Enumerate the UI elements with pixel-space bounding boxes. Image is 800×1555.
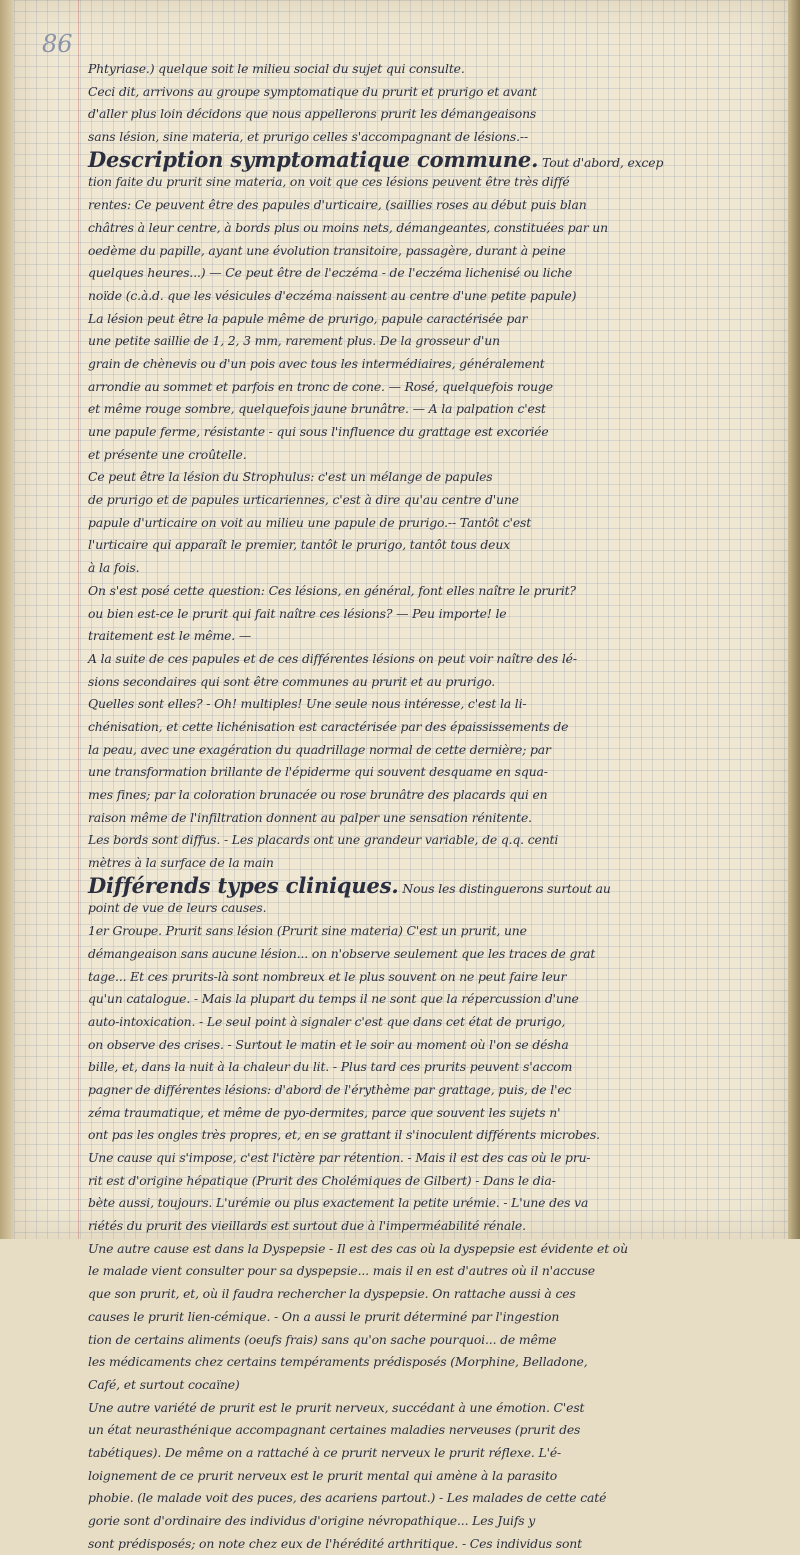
text-line: gorie sont d'ordinaire des individus d'origine névropathique... Les Juifs y — [88, 1513, 536, 1528]
section-heading-line — [88, 872, 784, 898]
text-line: traitement est le même. — — [88, 628, 252, 644]
text-line: arrondie au sommet et parfois en tronc de cone. — Rosé, quelquefois rouge — [88, 378, 553, 394]
text-line: auto-intoxication. - Le seul point à signaler c'est que dans cet état de prurigo, — [88, 1013, 566, 1029]
text-line: que son prurit, et, où il faudra rechercher la dyspepsie. On rattache aussi à ces — [88, 1286, 576, 1302]
text-line: tage... Et ces prurits-là sont nombreux et le plus souvent on ne peut faire leur — [88, 968, 567, 984]
text-line-rest: Tout d'abord, excep — [538, 154, 664, 170]
text-line: d'aller plus loin décidons que nous appellerons prurit les démangeaisons — [88, 106, 537, 122]
binding-spine — [788, 0, 800, 1239]
text-line: loignement de ce prurit nerveux est le prurit mental qui amène à la parasito — [88, 1467, 558, 1483]
text-line: une transformation brillante de l'épiderme qui souvent desquame en squa- — [88, 764, 548, 780]
text-line: phobie. (le malade voit des puces, des acariens partout.) - Les malades de cette caté — [88, 1490, 607, 1506]
text-line: noïde (c.à.d. que les vésicules d'eczéma naissent au centre d'une petite papule) — [88, 287, 577, 303]
section-heading-line — [88, 146, 784, 172]
text-line: tabétiques). De même on a rattaché à ce prurit nerveux le prurit réflexe. L'é- — [88, 1444, 562, 1460]
margin-line — [78, 0, 79, 1239]
text-line: causes le prurit lien-cémique. - On a aussi le prurit déterminé par l'ingestion — [88, 1308, 560, 1324]
notebook-page — [14, 0, 790, 1551]
text-line: Café, et surtout cocaïne) — [88, 1376, 240, 1392]
text-line: Ce peut être la lésion du Strophulus: c'est un mélange de papules — [88, 469, 493, 485]
text-line: riétés du prurit des vieillards est surtout due à l'imperméabilité rénale. — [88, 1218, 526, 1234]
text-line: Quelles sont elles? - Oh! multiples! Une seule nous intéresse, c'est la li- — [88, 696, 527, 712]
page-left-edge — [0, 0, 14, 1239]
text-line: A la suite de ces papules et de ces différentes lésions on peut voir naître des lé- — [88, 650, 577, 666]
text-line: un état neurasthénique accompagnant certaines maladies nerveuses (prurit des — [88, 1422, 581, 1438]
text-line: Phtyriase.) quelque soit le milieu social du sujet qui consulte. — [88, 61, 465, 76]
text-line: Une cause qui s'impose, c'est l'ictère par rétention. - Mais il est des cas où le pru- — [88, 1150, 591, 1165]
text-line: mètres à la surface de la main — [88, 855, 274, 871]
text-line: quelques heures...) — Ce peut être de l'eczéma - de l'eczéma lichenisé ou liche — [88, 265, 573, 281]
text-line: ou bien est-ce le prurit qui fait naître ces lésions? — Peu importe! le — [88, 605, 507, 621]
text-line: Une autre variété de prurit est le prurit nerveux, succédant à une émotion. C'est — [88, 1399, 585, 1415]
text-line: l'urticaire qui apparaît le premier, tantôt le prurigo, tantôt tous deux — [88, 537, 511, 553]
text-line: Une autre cause est dans la Dyspepsie - Il est des cas où la dyspepsie est évidente et où — [88, 1240, 628, 1256]
text-line: zéma traumatique, et même de pyo-dermites, parce que souvent les sujets n' — [88, 1104, 561, 1120]
text-line: rentes: Ce peuvent être des papules d'urticaire, (saillies roses au début puis blan — [88, 197, 587, 213]
page-number: 86 — [42, 30, 73, 58]
text-line: sions secondaires qui sont être communes au prurit et au prurigo. — [88, 673, 496, 689]
text-line: ont pas les ongles très propres, et, en se grattant il s'inoculent différents microbes. — [88, 1127, 600, 1143]
text-line: tion faite du prurit sine materia, on voit que ces lésions peuvent être très diffé — [88, 174, 570, 190]
text-line: pagner de différentes lésions: d'abord de l'érythème par grattage, puis, de l'ec — [88, 1081, 572, 1097]
text-line-rest: Nous les distinguerons surtout au — [398, 880, 611, 896]
text-line: on observe des crises. - Surtout le matin et le soir au moment où l'on se désha — [88, 1036, 569, 1052]
text-line: 1er Groupe. Prurit sans lésion (Prurit sine materia) C'est un prurit, une — [88, 923, 527, 939]
text-line: bète aussi, toujours. L'urémie ou plus exactement la petite urémie. - L'une des va — [88, 1195, 589, 1211]
text-line: raison même de l'infiltration donnent au palper une sensation rénitente. — [88, 809, 532, 825]
text-line: une petite saillie de 1, 2, 3 mm, rarement plus. De la grosseur d'un — [88, 333, 500, 349]
section-heading: Description symptomatique commune. — [88, 146, 539, 172]
text-line: grain de chènevis ou d'un pois avec tous les intermédiaires, généralement — [88, 355, 545, 371]
text-line: point de vue de leurs causes. — [88, 900, 267, 916]
text-line: les médicaments chez certains tempéraments prédisposés (Morphine, Belladone, — [88, 1354, 588, 1370]
text-line: rit est d'origine hépatique (Prurit des Cholémiques de Gilbert) - Dans le dia- — [88, 1172, 556, 1188]
text-line: le malade vient consulter pour sa dyspepsie... mais il en est d'autres où il n'accuse — [88, 1263, 595, 1279]
section-heading: Différends types cliniques. — [88, 872, 399, 898]
text-line: Les bords sont diffus. - Les placards ont une grandeur variable, de q.q. centi — [88, 832, 559, 848]
text-line: et présente une croûtelle. — [88, 446, 247, 462]
text-line: sont prédisposés; on note chez eux de l'hérédité arthritique. - Ces individus sont — [88, 1535, 582, 1551]
text-line: une papule ferme, résistante - qui sous l'influence du grattage est excoriée — [88, 424, 549, 439]
text-line: qu'un catalogue. - Mais la plupart du temps il ne sont que la répercussion d'une — [88, 991, 579, 1007]
text-line: Ceci dit, arrivons au groupe symptomatique du prurit et prurigo et avant — [88, 83, 537, 99]
text-line: chénisation, et cette lichénisation est caractérisée par des épaississements de — [88, 718, 569, 734]
text-line: et même rouge sombre, quelquefois jaune brunâtre. — A la palpation c'est — [88, 401, 546, 417]
text-line: démangeaison sans aucune lésion... on n'observe seulement que les traces de grat — [88, 945, 596, 961]
text-line: sans lésion, sine materia, et prurigo celles s'accompagnant de lésions.-- — [88, 129, 528, 145]
text-line: La lésion peut être la papule même de prurigo, papule caractérisée par — [88, 310, 528, 326]
text-line: de prurigo et de papules urticariennes, c'est à dire qu'au centre d'une — [88, 492, 519, 508]
text-line: tion de certains aliments (oeufs frais) sans qu'on sache pourquoi... de même — [88, 1331, 557, 1347]
text-line: la peau, avec une exagération du quadrillage normal de cette dernière; par — [88, 741, 551, 757]
text-line: bille, et, dans la nuit à la chaleur du lit. - Plus tard ces prurits peuvent s'accom — [88, 1059, 573, 1075]
text-line: châtres à leur centre, à bords plus ou moins nets, démangeantes, constituées par un — [88, 219, 608, 235]
text-line: On s'est posé cette question: Ces lésions, en général, font elles naître le prurit? — [88, 582, 576, 598]
text-line: mes fines; par la coloration brunacée ou rose brunâtre des placards qui en — [88, 787, 548, 802]
text-line: papule d'urticaire on voit au milieu une papule de prurigo.-- Tantôt c'est — [88, 514, 532, 530]
text-line: à la fois. — [88, 560, 140, 576]
handwritten-text — [88, 58, 784, 1555]
text-line: oedème du papille, ayant une évolution transitoire, passagère, durant à peine — [88, 242, 566, 258]
